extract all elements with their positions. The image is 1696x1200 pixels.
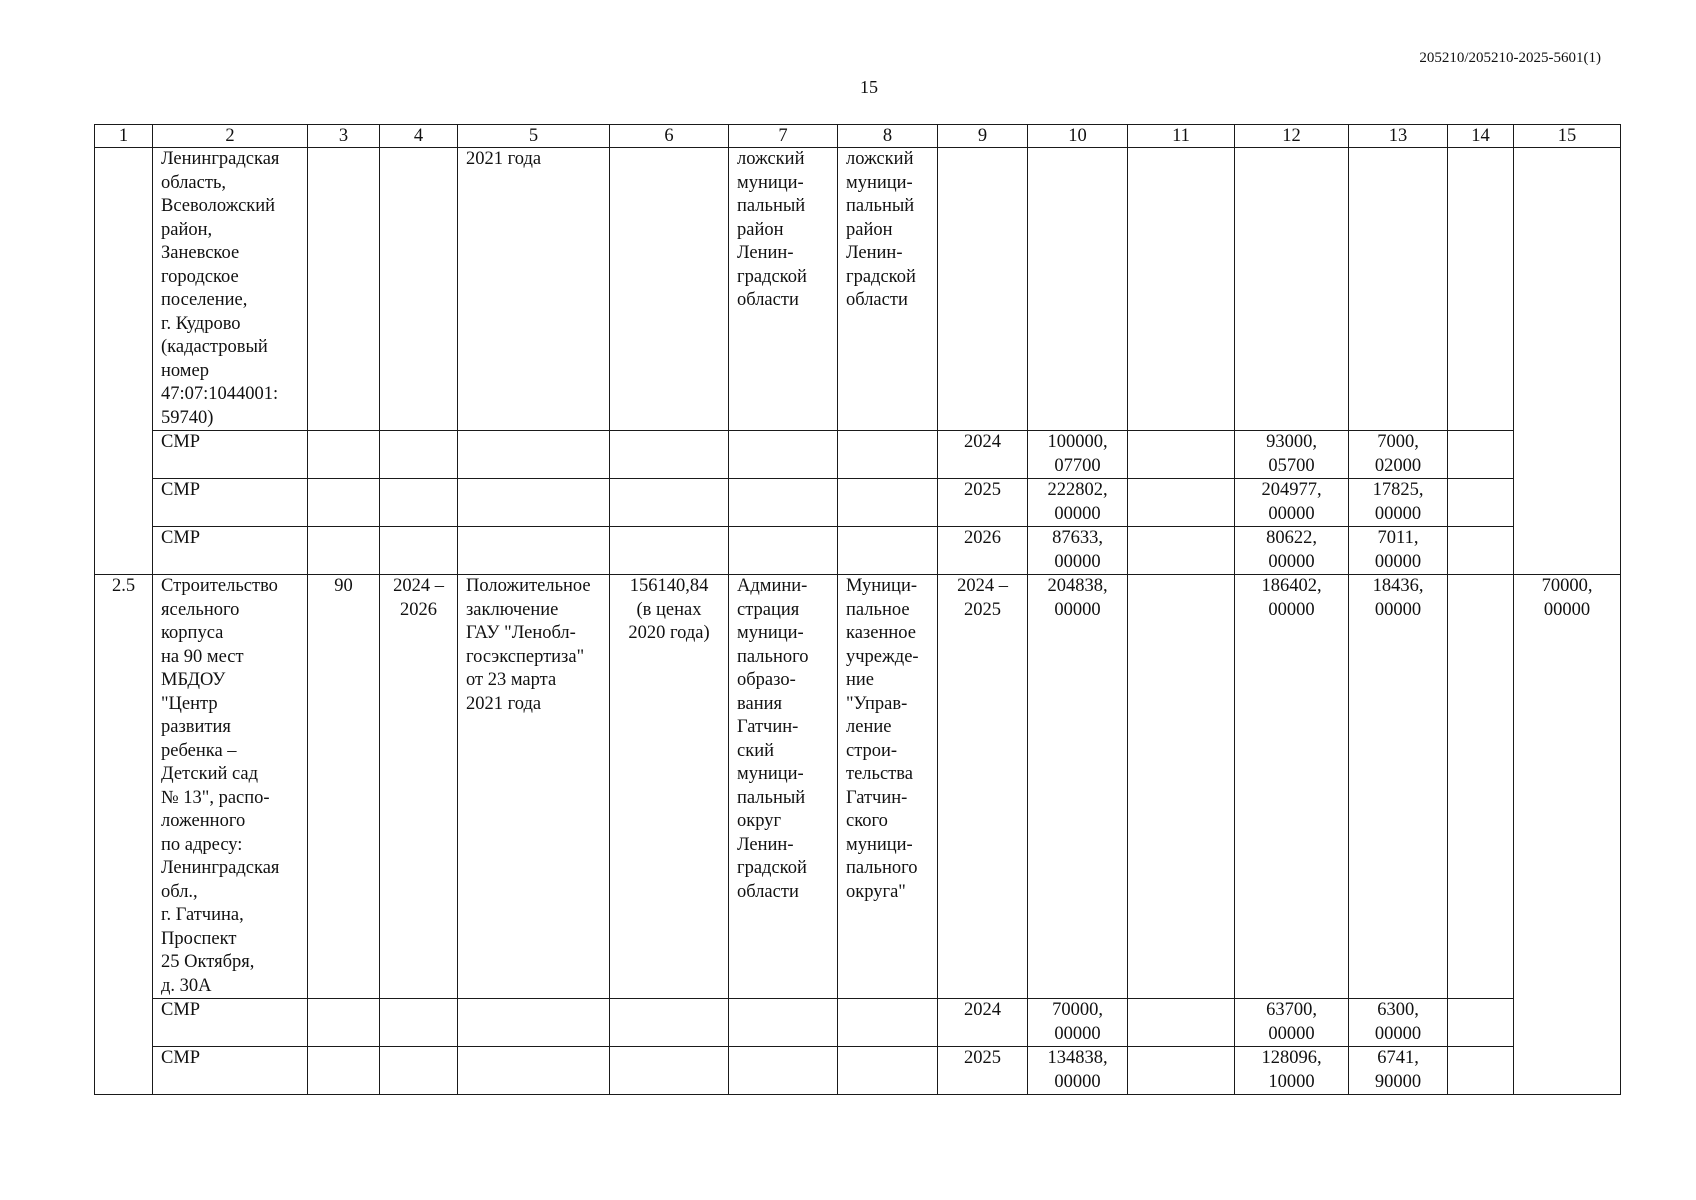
object-address-cell: Ленинградская область, Всеволожский район, Заневское городское поселение, г. Кудрово (кадастровый номер 47:07:1044001: 59740)	[153, 148, 308, 431]
item-number-cell: 2.5	[95, 575, 153, 1095]
table-cell	[729, 527, 838, 575]
table-cell	[1128, 1047, 1235, 1095]
year-cell: 2025	[938, 1047, 1028, 1095]
table-cell	[308, 479, 380, 527]
table-cell	[938, 148, 1028, 431]
work-type-cell: СМР	[153, 431, 308, 479]
table-cell	[458, 431, 610, 479]
table-cell	[380, 431, 458, 479]
developer-cell: ложский муници- пальный район Ленин- градской области	[838, 148, 938, 431]
regional-budget-cell: 204977, 00000	[1235, 479, 1349, 527]
table-cell	[1128, 148, 1235, 431]
expertise-cell: 2021 года	[458, 148, 610, 431]
developer-cell: Муници- пальное казенное учрежде- ние "Управ- ление строи- тельства Гатчин- ского муници- пального округа"	[838, 575, 938, 999]
table-cell	[95, 148, 153, 575]
table-cell	[380, 527, 458, 575]
total-cell: 134838, 00000	[1028, 1047, 1128, 1095]
local-budget-cell: 7011, 00000	[1349, 527, 1448, 575]
table-cell	[838, 479, 938, 527]
col-header: 6	[610, 125, 729, 148]
table-cell	[458, 1047, 610, 1095]
table-cell	[838, 431, 938, 479]
table-cell	[308, 148, 380, 431]
table-cell	[380, 1047, 458, 1095]
regional-budget-cell: 93000, 05700	[1235, 431, 1349, 479]
table-cell	[1514, 148, 1621, 575]
table-row-smr	[95, 1047, 1621, 1095]
customer-cell: Админи- страция муници- пального образо- вания Гатчин- ский муници- пальный округ Ленин- градской области	[729, 575, 838, 999]
work-type-cell: СМР	[153, 527, 308, 575]
table-cell	[729, 1047, 838, 1095]
period-cell: 2024 – 2026	[380, 575, 458, 999]
table-row-smr	[95, 479, 1621, 527]
table-row-smr	[95, 431, 1621, 479]
table-cell	[838, 999, 938, 1047]
col-header: 1	[95, 125, 153, 148]
col-header: 9	[938, 125, 1028, 148]
table-cell	[1128, 575, 1235, 999]
table-cell	[380, 999, 458, 1047]
table-cell	[1128, 431, 1235, 479]
table-cell	[1448, 527, 1514, 575]
year-cell: 2024 – 2025	[938, 575, 1028, 999]
col-header: 15	[1514, 125, 1621, 148]
table-cell	[838, 527, 938, 575]
table-cell	[380, 479, 458, 527]
regional-budget-cell: 63700, 00000	[1235, 999, 1349, 1047]
regional-budget-cell: 186402, 00000	[1235, 575, 1349, 999]
customer-cell: ложский муници- пальный район Ленин- градской области	[729, 148, 838, 431]
data-table	[94, 124, 1621, 1095]
col-header: 12	[1235, 125, 1349, 148]
col-header: 13	[1349, 125, 1448, 148]
table-cell	[838, 1047, 938, 1095]
remaining-cost-cell: 70000, 00000	[1514, 575, 1621, 1095]
local-budget-cell: 6300, 00000	[1349, 999, 1448, 1047]
local-budget-cell: 7000, 02000	[1349, 431, 1448, 479]
local-budget-cell: 18436, 00000	[1349, 575, 1448, 999]
table-cell	[458, 999, 610, 1047]
table-row-continuation	[95, 148, 1621, 431]
table-cell	[610, 148, 729, 431]
capacity-cell: 90	[308, 575, 380, 999]
document-number: 205210/205210-2025-5601(1)	[1419, 50, 1601, 66]
total-cell: 222802, 00000	[1028, 479, 1128, 527]
work-type-cell: СМР	[153, 999, 308, 1047]
table-cell	[1235, 148, 1349, 431]
table-cell	[1448, 999, 1514, 1047]
col-header: 10	[1028, 125, 1128, 148]
table-cell	[1028, 148, 1128, 431]
table-cell	[1448, 575, 1514, 999]
table-cell	[308, 999, 380, 1047]
col-header: 3	[308, 125, 380, 148]
column-number-row	[95, 125, 1621, 148]
year-cell: 2025	[938, 479, 1028, 527]
regional-budget-cell: 128096, 10000	[1235, 1047, 1349, 1095]
total-cell: 70000, 00000	[1028, 999, 1128, 1047]
table-cell	[610, 479, 729, 527]
year-cell: 2024	[938, 999, 1028, 1047]
regional-budget-cell: 80622, 00000	[1235, 527, 1349, 575]
table-cell	[1349, 148, 1448, 431]
local-budget-cell: 17825, 00000	[1349, 479, 1448, 527]
col-header: 11	[1128, 125, 1235, 148]
page-number: 15	[860, 77, 878, 97]
year-cell: 2026	[938, 527, 1028, 575]
table-row-smr	[95, 527, 1621, 575]
expertise-cell: Положительное заключение ГАУ "Ленобл- госэкспертиза" от 23 марта 2021 года	[458, 575, 610, 999]
table-cell	[610, 431, 729, 479]
table-cell	[458, 479, 610, 527]
col-header: 5	[458, 125, 610, 148]
table-cell	[610, 1047, 729, 1095]
estimated-cost-cell: 156140,84 (в ценах 2020 года)	[610, 575, 729, 999]
table-cell	[1128, 999, 1235, 1047]
total-cell: 100000, 07700	[1028, 431, 1128, 479]
table-cell	[729, 479, 838, 527]
local-budget-cell: 6741, 90000	[1349, 1047, 1448, 1095]
work-type-cell: СМР	[153, 479, 308, 527]
col-header: 7	[729, 125, 838, 148]
table-cell	[1128, 527, 1235, 575]
col-header: 8	[838, 125, 938, 148]
table-cell	[1128, 479, 1235, 527]
table-cell	[1448, 431, 1514, 479]
table-cell	[1448, 479, 1514, 527]
total-cell: 204838, 00000	[1028, 575, 1128, 999]
table-cell	[380, 148, 458, 431]
total-cell: 87633, 00000	[1028, 527, 1128, 575]
table-cell	[308, 527, 380, 575]
col-header: 2	[153, 125, 308, 148]
table-cell	[729, 431, 838, 479]
table-cell	[1448, 148, 1514, 431]
work-type-cell: СМР	[153, 1047, 308, 1095]
table-cell	[1448, 1047, 1514, 1095]
table-cell	[308, 1047, 380, 1095]
table-row-smr	[95, 999, 1621, 1047]
col-header: 14	[1448, 125, 1514, 148]
table-cell	[729, 999, 838, 1047]
table-row-item	[95, 575, 1621, 999]
table-cell	[610, 527, 729, 575]
year-cell: 2024	[938, 431, 1028, 479]
col-header: 4	[380, 125, 458, 148]
table-cell	[610, 999, 729, 1047]
table-cell	[308, 431, 380, 479]
object-name-cell: Строительство ясельного корпуса на 90 мест МБДОУ "Центр развития ребенка – Детский сад № 13", распо- ложенного по адресу: Ленинградская обл., г. Гатчина, Проспект 25 Октября, д. 30А	[153, 575, 308, 999]
table-cell	[458, 527, 610, 575]
